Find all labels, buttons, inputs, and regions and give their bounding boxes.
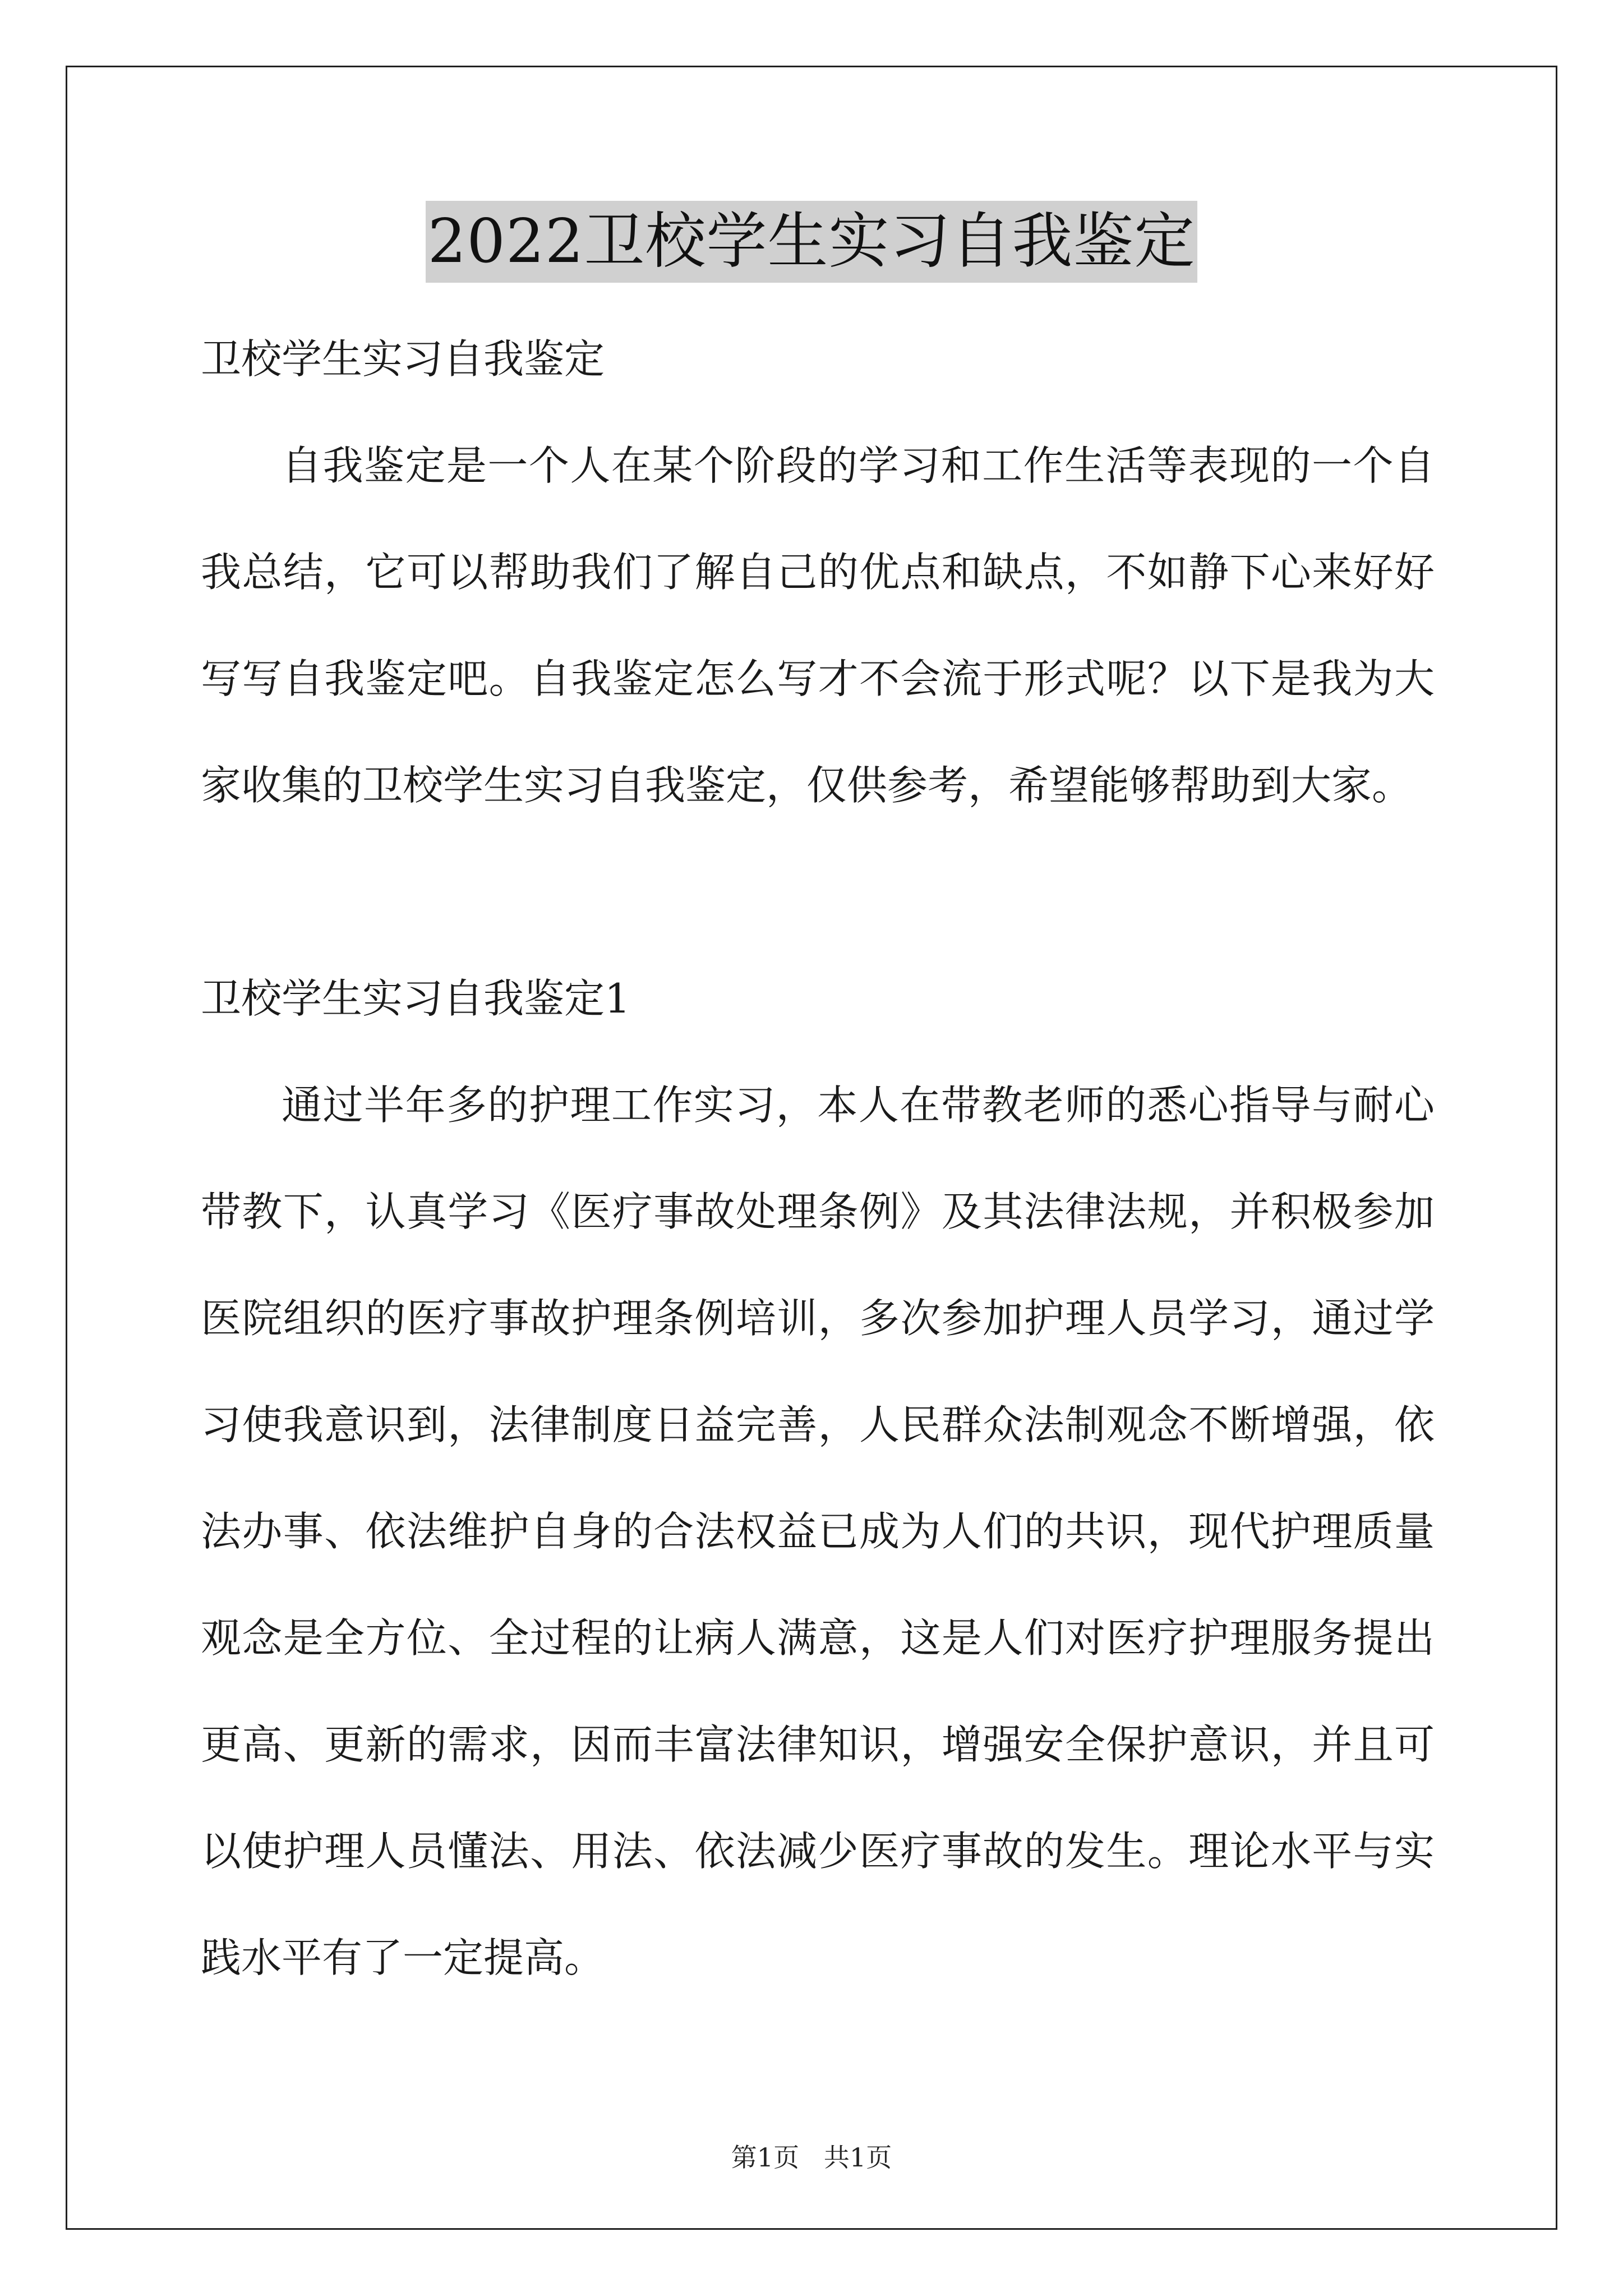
section-heading: 卫校学生实习自我鉴定1 bbox=[201, 975, 630, 1022]
document-title: 2022卫校学生实习自我鉴定 bbox=[426, 201, 1198, 283]
section-gap bbox=[201, 839, 1435, 945]
subtitle: 卫校学生实习自我鉴定 bbox=[201, 335, 605, 383]
page-footer: 第1页 共1页 bbox=[731, 2142, 892, 2173]
section-paragraph: 通过半年多的护理工作实习，本人在带教老师的悉心指导与耐心带教下，认真学习《医疗事故处理条例》及其法律法规，并积极参加医院组织的医疗事故护理条例培训，多次参加护理人员学习，通过学习使我意识到，法律制度日益完善，人民群众法制观念不断增强，依法办事、依法维护自身的合法权益已成为人们的共识，现代护理质量观念是全方位、全过程的让病人满意，这是人们对医疗护理服务提出更高、更新的需求，因而丰富法律知识，增强安全保护意识，并且可以使护理人员懂法、用法、依法减少医疗事故的发生。理论水平与实践水平有了一定提高。 bbox=[201, 1082, 1435, 1981]
title-container bbox=[0, 201, 1623, 283]
intro-paragraph: 自我鉴定是一个人在某个阶段的学习和工作生活等表现的一个自我总结，它可以帮助我们了解自己的优点和缺点，不如静下心来好好写写自我鉴定吧。自我鉴定怎么写才不会流于形式呢？以下是我为大家收集的卫校学生实习自我鉴定，仅供参考，希望能够帮助到大家。 bbox=[201, 442, 1435, 809]
document-body bbox=[201, 306, 1435, 2011]
